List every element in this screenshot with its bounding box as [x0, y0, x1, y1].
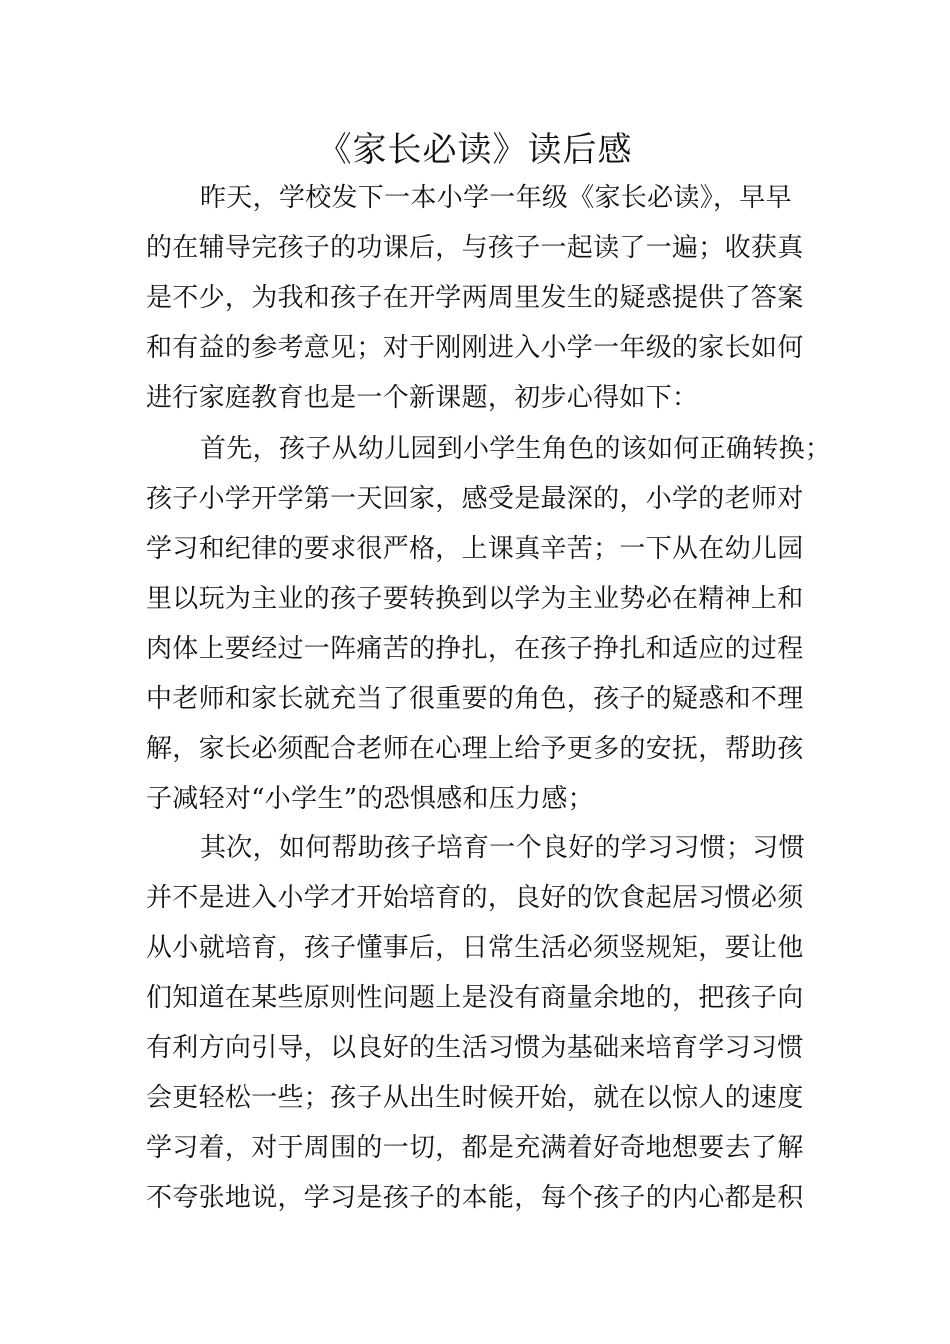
text-line: 学习着，对于周围的一切，都是充满着好奇地想要去了解	[146, 1133, 804, 1163]
text-line: 中老师和家长就充当了很重要的角色，孩子的疑惑和不理	[146, 684, 804, 714]
text-line: 肉体上要经过一阵痛苦的挣扎，在孩子挣扎和适应的过程	[146, 634, 804, 664]
text-line: 其次，如何帮助孩子培育一个良好的学习习惯；习惯	[200, 833, 805, 863]
text-line: 们知道在某些原则性问题上是没有商量余地的，把孩子向	[146, 983, 804, 1013]
text-line: 进行家庭教育也是一个新课题，初步心得如下：	[146, 383, 699, 413]
text-line: 解，家长必须配合老师在心理上给予更多的安抚，帮助孩	[146, 734, 804, 764]
text-line: 子减轻对“小学生”的恐惧感和压力感；	[146, 784, 594, 814]
text-line: 有利方向引导，以良好的生活习惯为基础来培育学习习惯	[146, 1033, 804, 1063]
text-line: 从小就培育，孩子懂事后，日常生活必须竖规矩，要让他	[146, 933, 804, 963]
text-line: 会更轻松一些；孩子从出生时候开始，就在以惊人的速度	[146, 1083, 804, 1113]
text-line: 和有益的参考意见；对于刚刚进入小学一年级的家长如何	[146, 333, 804, 363]
text-line: 昨天，学校发下一本小学一年级《家长必读》，早早	[200, 183, 792, 213]
text-line: 首先，孩子从幼儿园到小学生角色的该如何正确转换；	[200, 434, 832, 464]
text-line: 是不少，为我和孩子在开学两周里发生的疑惑提供了答案	[146, 283, 804, 313]
text-line: 并不是进入小学才开始培育的，良好的饮食起居习惯必须	[146, 883, 804, 913]
text-line: 里以玩为主业的孩子要转换到以学为主业势必在精神上和	[146, 584, 804, 614]
document-title: 《家长必读》读后感	[317, 130, 633, 170]
text-line: 不夸张地说，学习是孩子的本能，每个孩子的内心都是积	[146, 1183, 804, 1213]
text-line: 的在辅导完孩子的功课后，与孩子一起读了一遍；收获真	[146, 233, 804, 263]
text-line: 孩子小学开学第一天回家，感受是最深的，小学的老师对	[146, 484, 804, 514]
text-line: 学习和纪律的要求很严格，上课真辛苦；一下从在幼儿园	[146, 534, 804, 564]
